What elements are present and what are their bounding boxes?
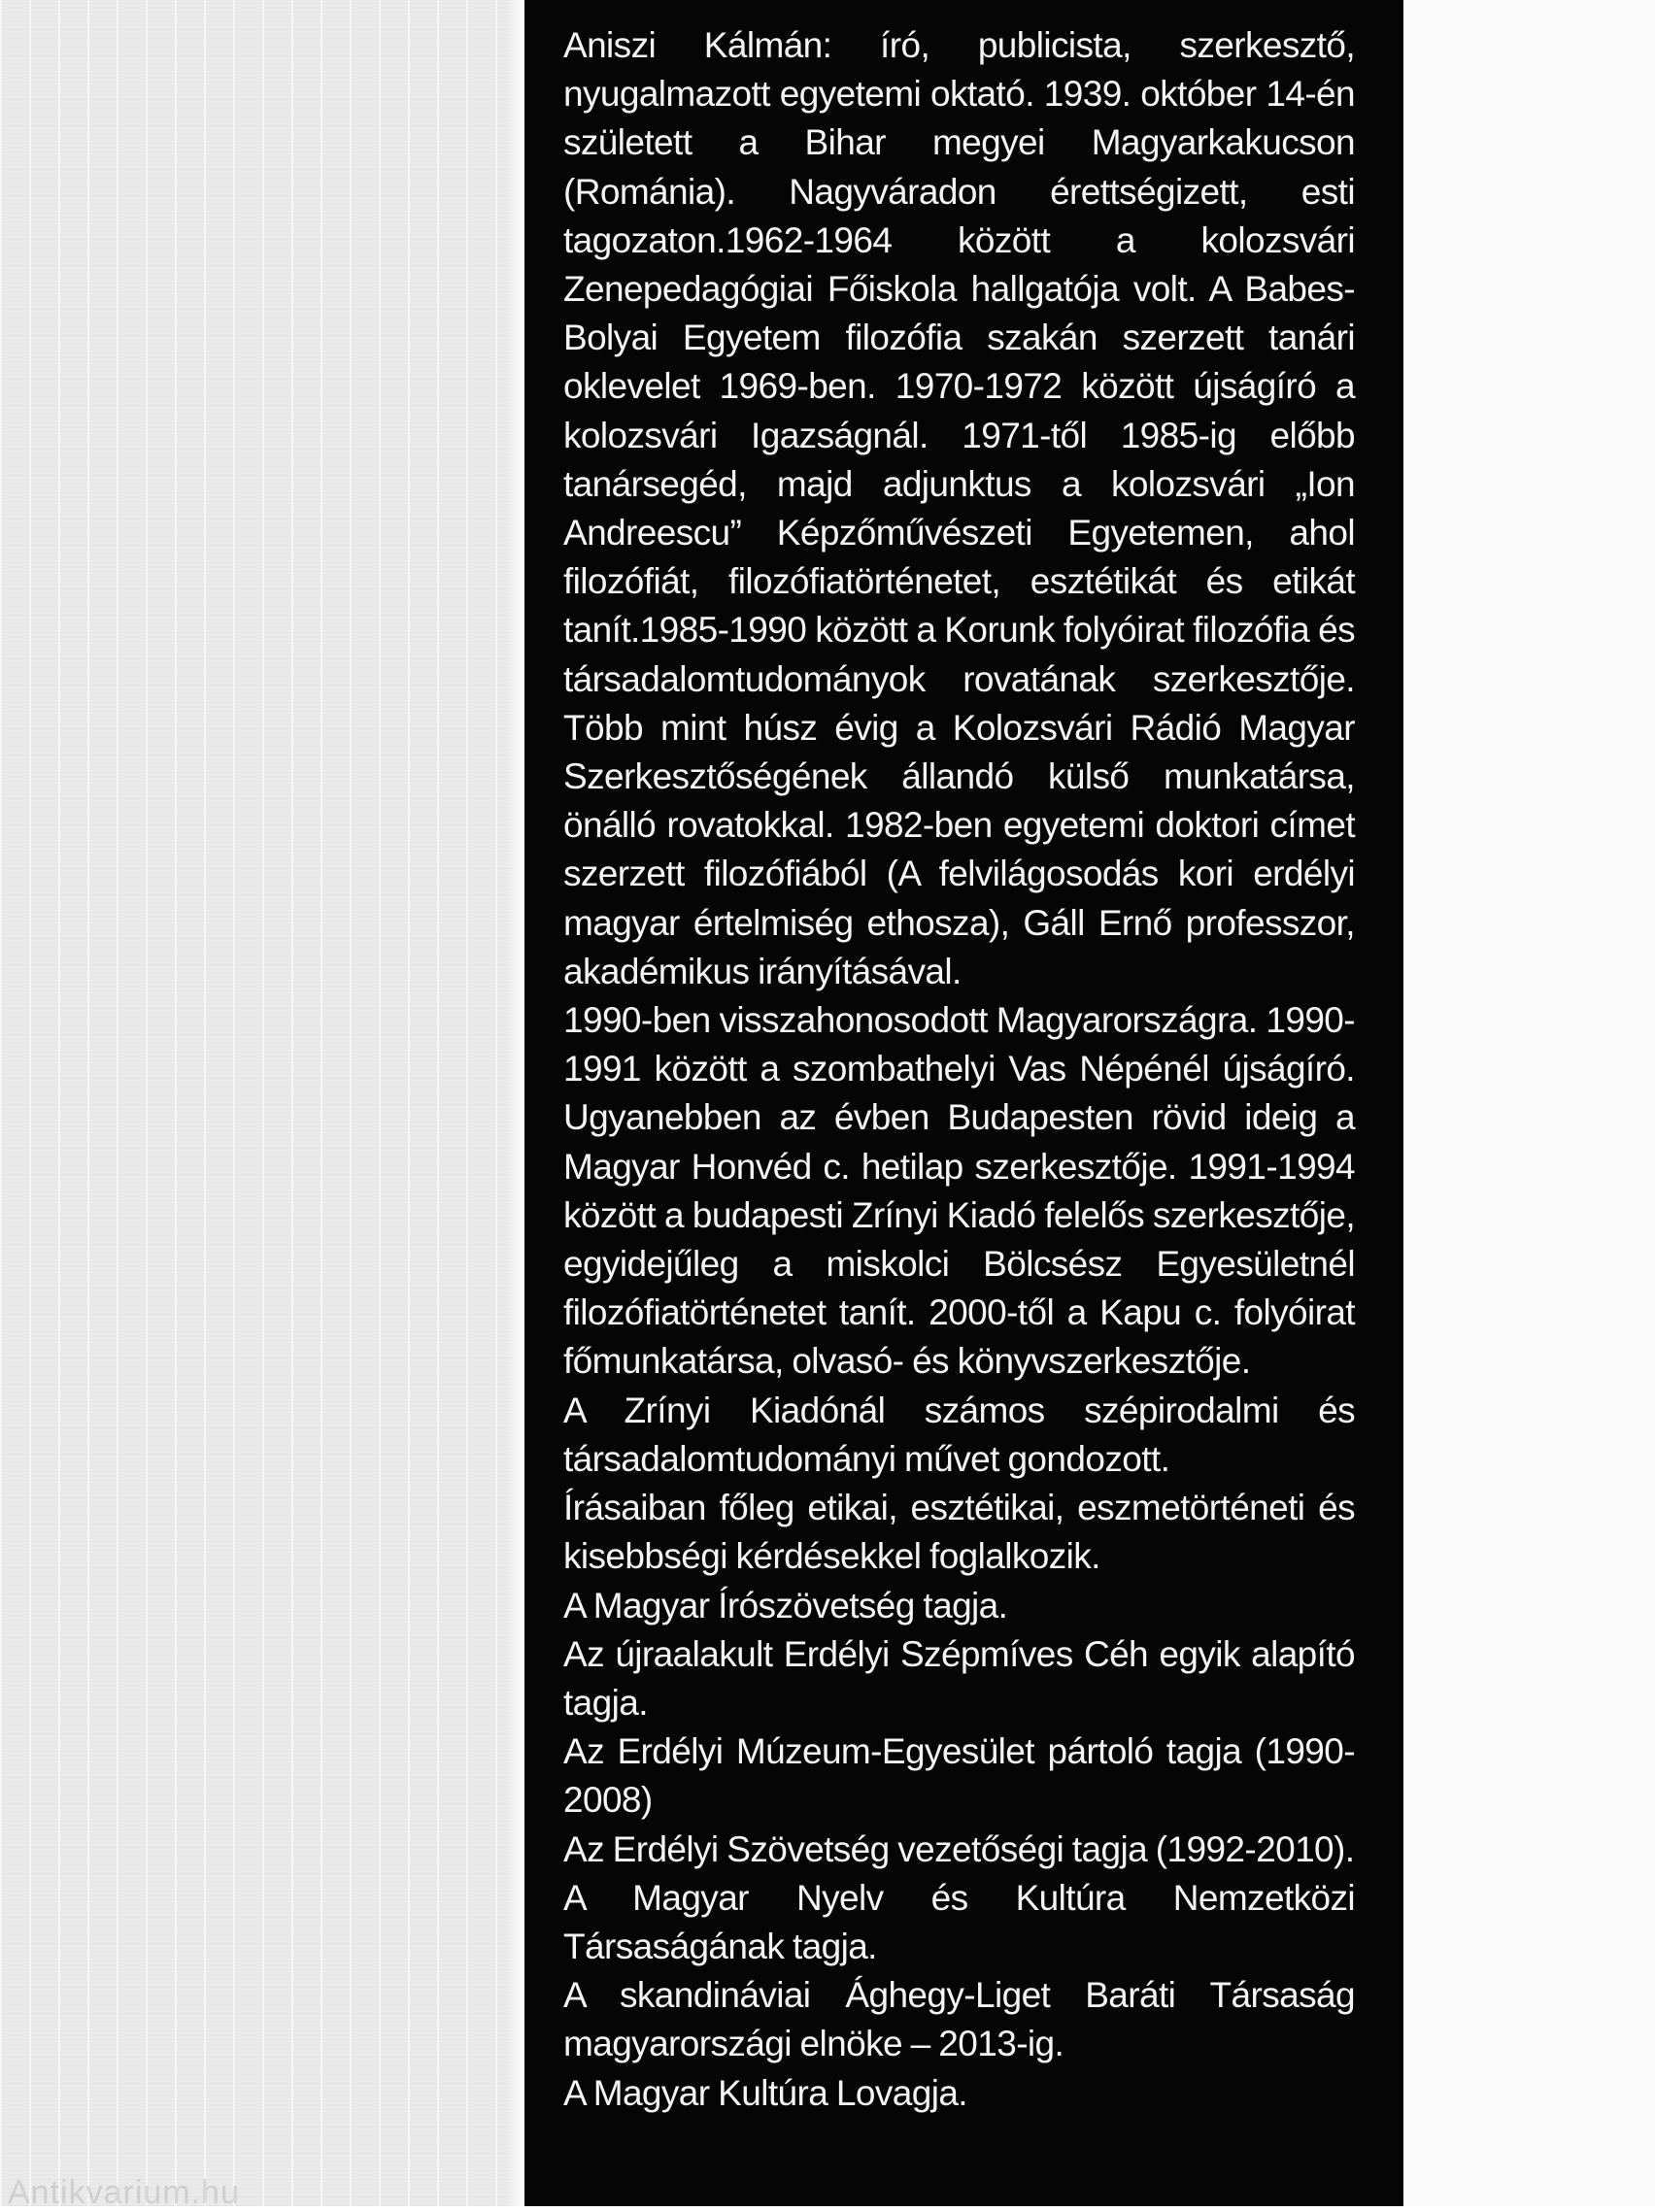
bio-honor-kultura-lovagja: A Magyar Kultúra Lovagja. <box>563 2072 967 2113</box>
bio-membership-muzeum-egyesulet: Az Erdélyi Múzeum-Egyesület pártoló tagja (1990-2008) <box>563 1731 1355 1821</box>
bio-membership-erdelyi-szovetseg: Az Erdélyi Szövetség vezetőségi tagja (1992-2010). <box>563 1828 1355 1869</box>
bio-membership-szepmives-ceh: Az újraalakult Erdélyi Szépmíves Céh egyik alapító tagja. <box>563 1633 1355 1723</box>
bio-paragraph-career: Aniszi Kálmán: író, publicista, szerkesztő, nyugalmazott egyetemi oktató. 1939. október 14-én született a Bihar megyei Magyarkakucson (Románia). Nagyváradon érettségizett, esti tagozaton.1962-1964 között a kolozsvári Zenepedagógiai Főiskola hallgatója volt. A Babes-Bolyai Egyetem filozófia szakán szerzett tanári oklevelet 1969-ben. 1970-1972 között újságíró a kolozsvári Igazságnál. 1971-től 1985-ig előbb tanársegéd, majd adjunktus a kolozsvári „Ion Andreescu” Képzőművészeti Egyetemen, ahol filozófiát, filozófiatörténetet, esztétikát és etikát tanít.1985-1990 között a Korunk folyóirat filozófia és társadalomtudományok rovatának szerkesztője. Több mint húsz évig a Kolozsvári Rádió Magyar Szerkesztőségének állandó külső munkatársa, önálló rovatokkal. 1982-ben egyetemi doktori címet szerzett filozófiából (A felvilágosodás kori erdélyi magyar értelmiség ethosza), Gáll Ernő professzor, akadémikus irányításával. <box>563 25 1355 991</box>
bio-membership-nyelv-kultura: A Magyar Nyelv és Kultúra Nemzetközi Társaságának tagja. <box>563 1877 1355 1966</box>
left-book-page <box>0 0 524 2206</box>
author-biography <box>563 21 1355 2118</box>
bio-membership-writers-union: A Magyar Írószövetség tagja. <box>563 1585 1008 1625</box>
bio-membership-aghegy-liget: A skandináviai Ághegy-Liget Baráti Társaság magyarországi elnöke – 2013-ig. <box>563 1975 1355 2064</box>
right-book-page <box>1403 0 1655 2206</box>
bio-paragraph-hungary: 1990-ben visszahonosodott Magyarországra. 1990-1991 között a szombathelyi Vas Népénél újságíró. Ugyanebben az évben Budapesten rövid ideig a Magyar Honvéd c. hetilap szerkesztője. 1991-1994 között a budapesti Zrínyi Kiadó felelős szerkesztője, egyidejűleg a miskolci Bölcsész Egyesületnél filozófiatörténetet tanít. 2000-től a Kapu c. folyóirat főmunkatársa, olvasó- és könyvszerkesztője. <box>563 1000 1355 1382</box>
page-edge <box>505 0 524 2206</box>
bio-paragraph-writings: Írásaiban főleg etikai, esztétikai, eszmetörténeti és kisebbségi kérdésekkel foglalkozik. <box>563 1488 1355 1577</box>
bio-paragraph-zrinyi: A Zrínyi Kiadónál számos szépirodalmi és társadalomtudományi művet gondozott. <box>563 1390 1355 1479</box>
antikvarium-watermark: Antikvarium.hu <box>8 2174 240 2211</box>
